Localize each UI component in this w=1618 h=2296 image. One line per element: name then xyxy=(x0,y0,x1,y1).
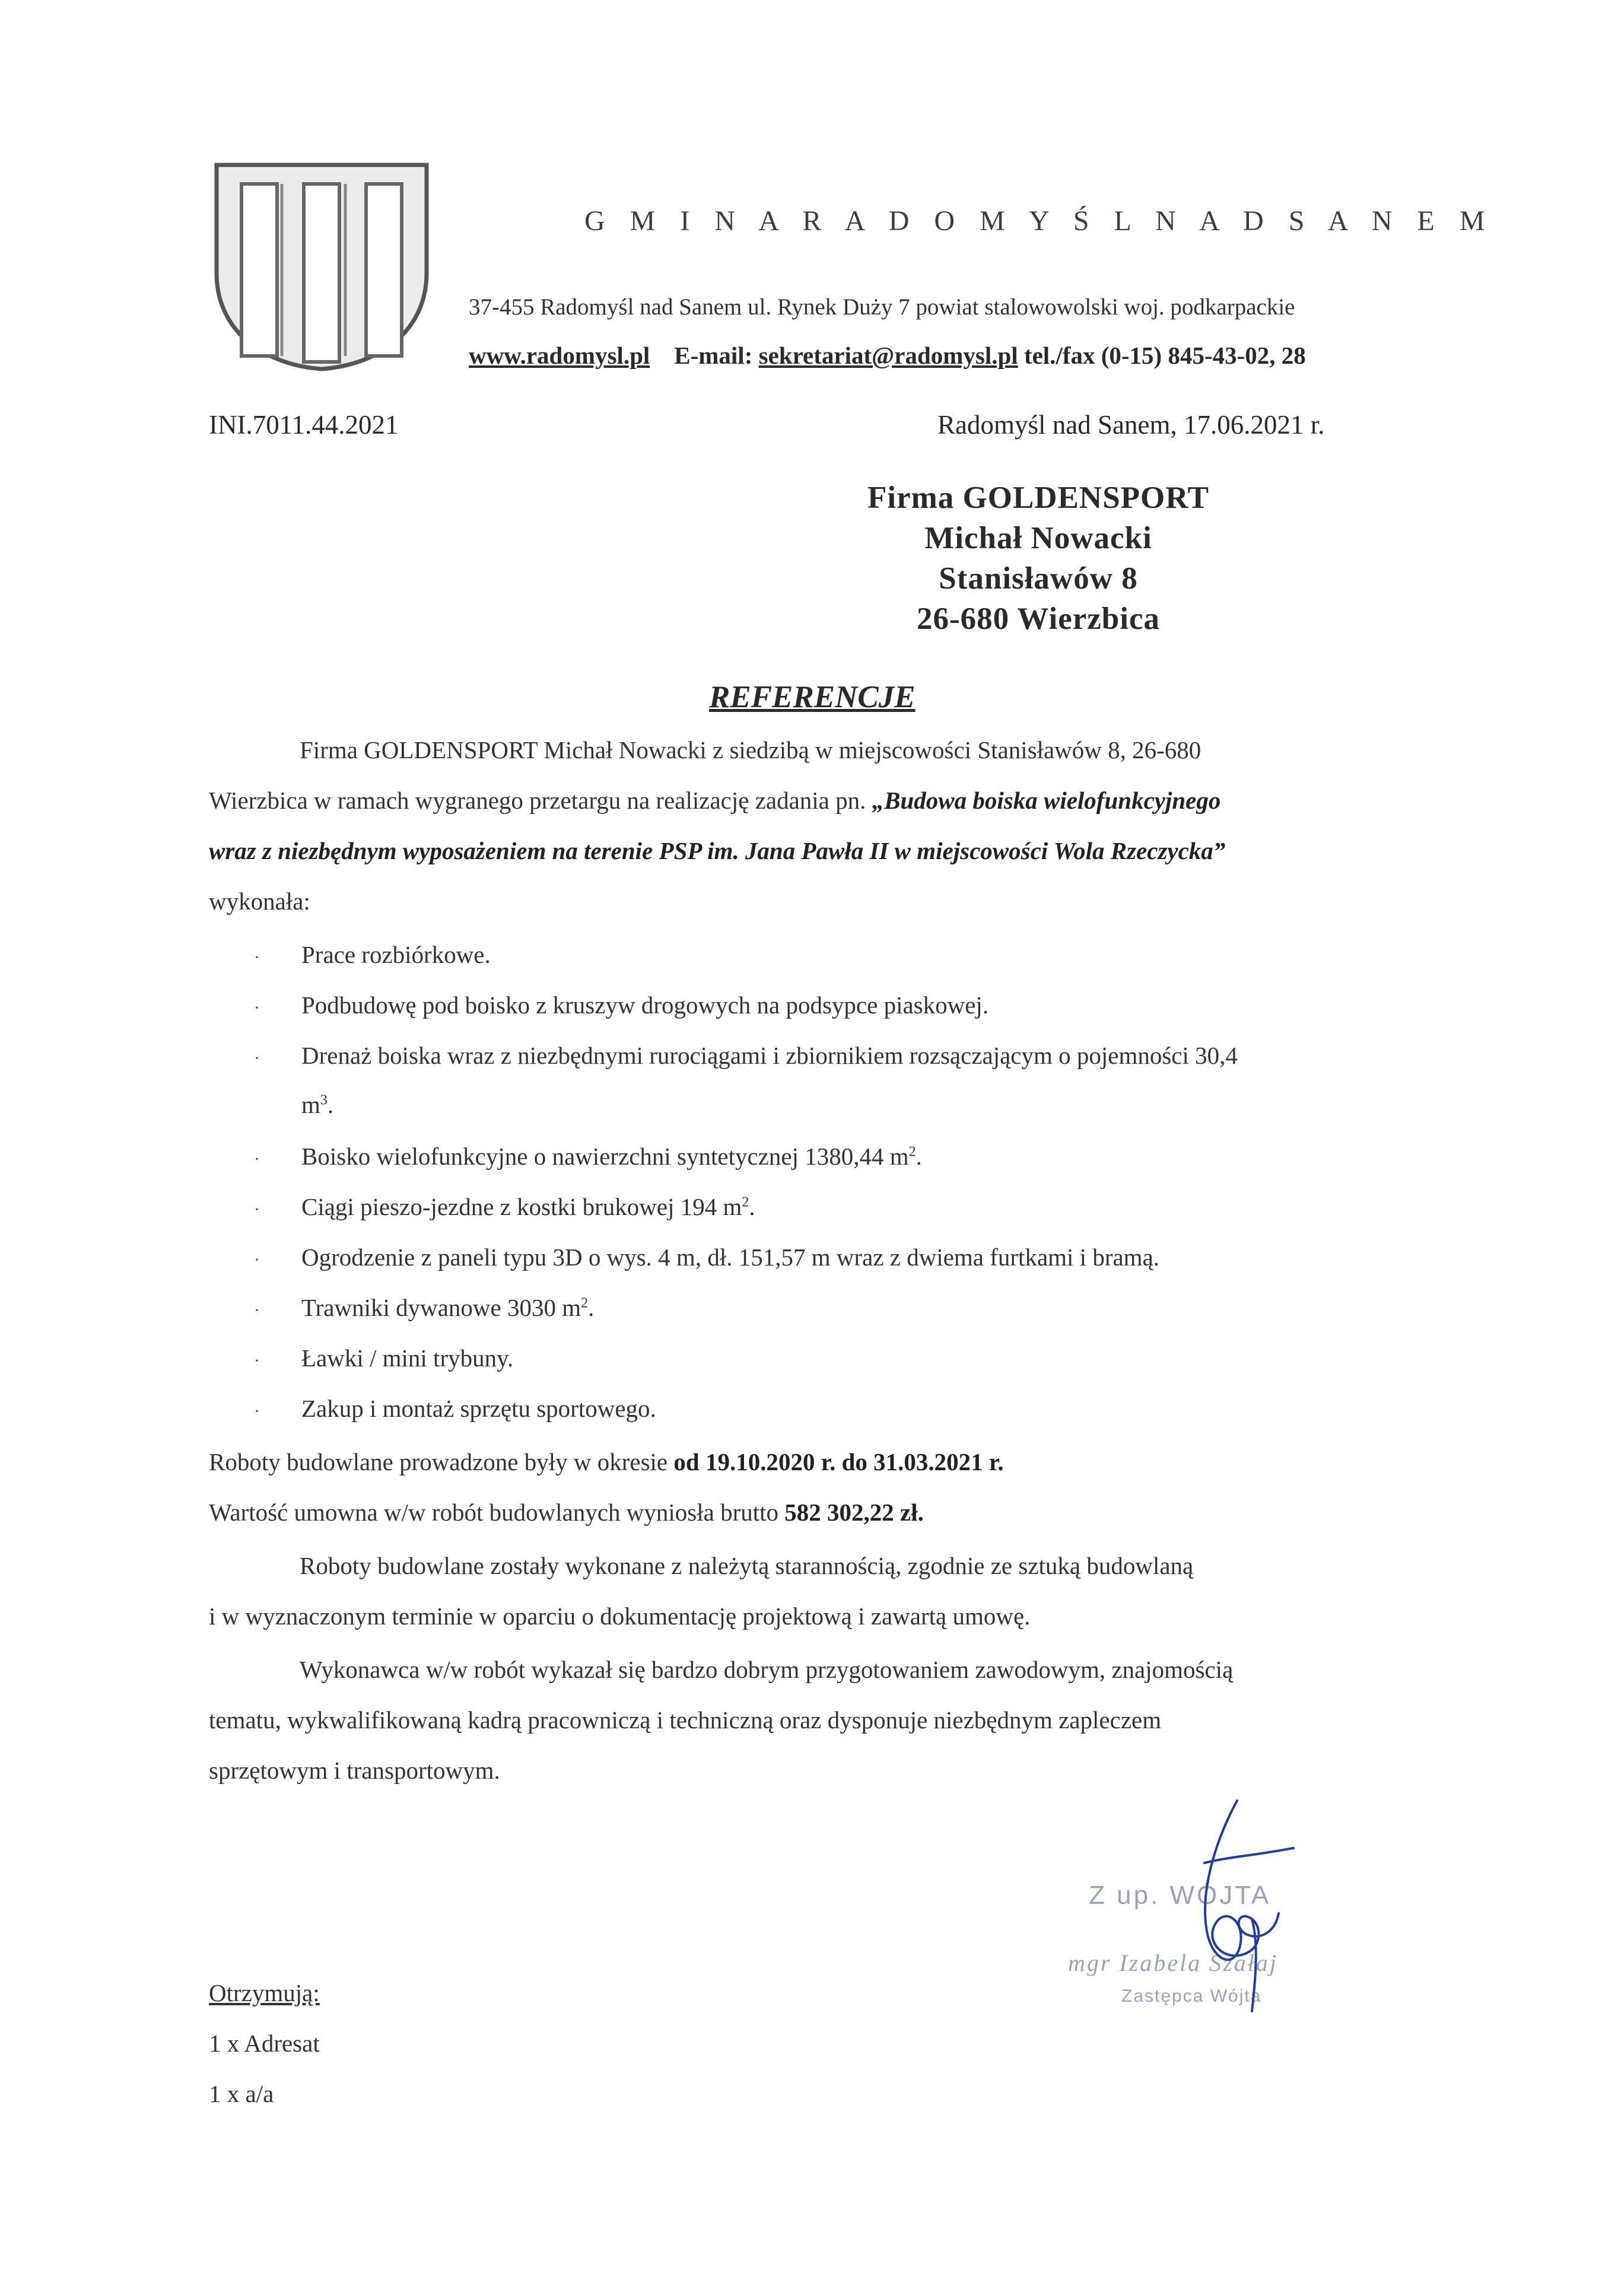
email-label: E-mail: xyxy=(674,342,753,369)
stamp-position: Zastępca Wójta xyxy=(1121,1986,1262,2006)
distribution-item: 1 x Adresat xyxy=(209,2030,320,2057)
list-item xyxy=(254,1142,922,1171)
bullet-icon: · xyxy=(254,947,260,967)
municipality-contact xyxy=(469,341,1306,370)
phone-fax: tel./fax (0-15) 845-43-02, 28 xyxy=(1023,342,1306,369)
list-item-text: Drenaż boiska wraz z niezbędnymi rurociągami i zbiornikiem rozsączającym o pojemności 30,4 xyxy=(301,1042,1238,1069)
bullet-icon: · xyxy=(254,1351,260,1370)
recipient-company: Firma GOLDENSPORT xyxy=(867,481,1210,515)
works-period-dates: od 19.10.2020 r. do 31.03.2021 r. xyxy=(673,1448,1004,1475)
unit-exponent: 3 xyxy=(320,1092,328,1108)
website-link[interactable]: www.radomysl.pl xyxy=(469,342,650,369)
stamp-name: mgr Izabela Szałaj xyxy=(1068,1950,1278,1976)
task-name-end: wraz z niezbędnym wyposażeniem na terenie PSP im. Jana Pawła II w miejscowości Wola Rzeczycka” xyxy=(209,837,1226,864)
list-item-continuation xyxy=(301,1090,333,1119)
document-title: REFERENCJE xyxy=(709,680,916,714)
contract-value xyxy=(209,1498,924,1527)
reference-number: INI.7011.44.2021 xyxy=(209,410,399,440)
list-item xyxy=(254,991,989,1019)
bullet-icon: · xyxy=(254,1200,260,1219)
list-item xyxy=(254,1344,514,1372)
paragraph-contractor-line-1: Wykonawca w/w robót wykazał się bardzo dobrym przygotowaniem zawodowym, znajomością xyxy=(300,1656,1234,1683)
distribution-heading: Otrzymują: xyxy=(209,1979,320,2006)
intro-line-3 xyxy=(209,837,1225,865)
bullet-icon: · xyxy=(254,1048,260,1068)
list-item-text: Boisko wielofunkcyjne o nawierzchni syntetycznej 1380,44 $m^2$. xyxy=(301,1143,922,1170)
list-item xyxy=(254,1041,1238,1070)
unit-text: m xyxy=(301,1091,320,1118)
list-item xyxy=(254,1293,595,1322)
list-item-text: Ogrodzenie z paneli typu 3D o wys. 4 m, dł. 151,57 m wraz z dwiema furtkami i bramą. xyxy=(301,1244,1160,1271)
municipality-address: 37-455 Radomyśl nad Sanem ul. Rynek Duży 7 powiat stalowowolski woj. podkarpackie xyxy=(469,294,1295,320)
unit-tail: . xyxy=(327,1091,334,1118)
recipient-city: 26-680 Wierzbica xyxy=(916,602,1160,636)
paragraph-contractor-line-2: tematu, wykwalifikowaną kadrą pracowniczą i techniczną oraz dysponuje niezbędnym zapleczem xyxy=(209,1706,1162,1734)
intro-line-2 xyxy=(209,786,1220,815)
intro-line-4: wykonała: xyxy=(209,888,310,915)
list-item xyxy=(254,1243,1160,1271)
list-item xyxy=(254,1394,656,1423)
bullet-icon: · xyxy=(254,1401,260,1421)
intro-line-2-text: Wierzbica w ramach wygranego przetargu na realizację zadania pn. xyxy=(209,787,872,814)
list-item-text: Podbudowę pod boisko z kruszyw drogowych na podsypce piaskowej. xyxy=(301,991,989,1019)
works-period xyxy=(209,1448,1004,1476)
bullet-icon: · xyxy=(254,1300,260,1320)
paragraph-quality-line-2: i w wyznaczonym terminie w oparciu o dokumentację projektową i zawartą umowę. xyxy=(209,1602,1031,1630)
list-item xyxy=(254,1192,755,1221)
paragraph-contractor-line-3: sprzętowym i transportowym. xyxy=(209,1757,500,1784)
email-link[interactable]: sekretariat@radomysl.pl xyxy=(758,342,1018,369)
recipient-person: Michał Nowacki xyxy=(924,521,1152,555)
distribution-item: 1 x a/a xyxy=(209,2080,274,2107)
list-item xyxy=(254,940,491,969)
signature-image xyxy=(1181,1792,1317,2017)
place-and-date: Radomyśl nad Sanem, 17.06.2021 r. xyxy=(937,410,1325,440)
coat-of-arms-logo xyxy=(212,160,431,374)
list-item-text: Zakup i montaż sprzętu sportowego. xyxy=(301,1395,656,1422)
paragraph-quality-line-1: Roboty budowlane zostały wykonane z należytą starannością, zgodnie ze sztuką budowlaną xyxy=(300,1552,1194,1579)
works-period-label: Roboty budowlane prowadzone były w okresie xyxy=(209,1448,674,1475)
task-name-start: „Budowa boiska wielofunkcyjnego xyxy=(872,787,1221,814)
recipient-block xyxy=(742,478,1335,639)
bullet-icon: · xyxy=(254,1250,260,1270)
recipient-street: Stanisławów 8 xyxy=(939,561,1138,596)
list-item-text: Ciągi pieszo-jezdne z kostki brukowej 194 $m^2$. xyxy=(301,1193,755,1220)
intro-line-1: Firma GOLDENSPORT Michał Nowacki z siedzibą w miejscowości Stanisławów 8, 26-680 xyxy=(300,736,1201,764)
contract-value-amount: 582 302,22 zł. xyxy=(784,1499,924,1526)
municipality-name: G M I N A R A D O M Y Ś L N A D S A N E M xyxy=(584,205,1494,237)
list-item-text: Trawniki dywanowe 3030 $m^2$. xyxy=(301,1294,595,1321)
list-item-text: Prace rozbiórkowe. xyxy=(301,941,491,968)
bullet-icon: · xyxy=(254,998,260,1017)
stamp-authorization: Z up. WÓJTA xyxy=(1089,1881,1271,1910)
contract-value-label: Wartość umowna w/w robót budowlanych wyniosła brutto xyxy=(209,1499,785,1526)
bullet-icon: · xyxy=(254,1149,260,1169)
list-item-text: Ławki / mini trybuny. xyxy=(301,1344,514,1372)
